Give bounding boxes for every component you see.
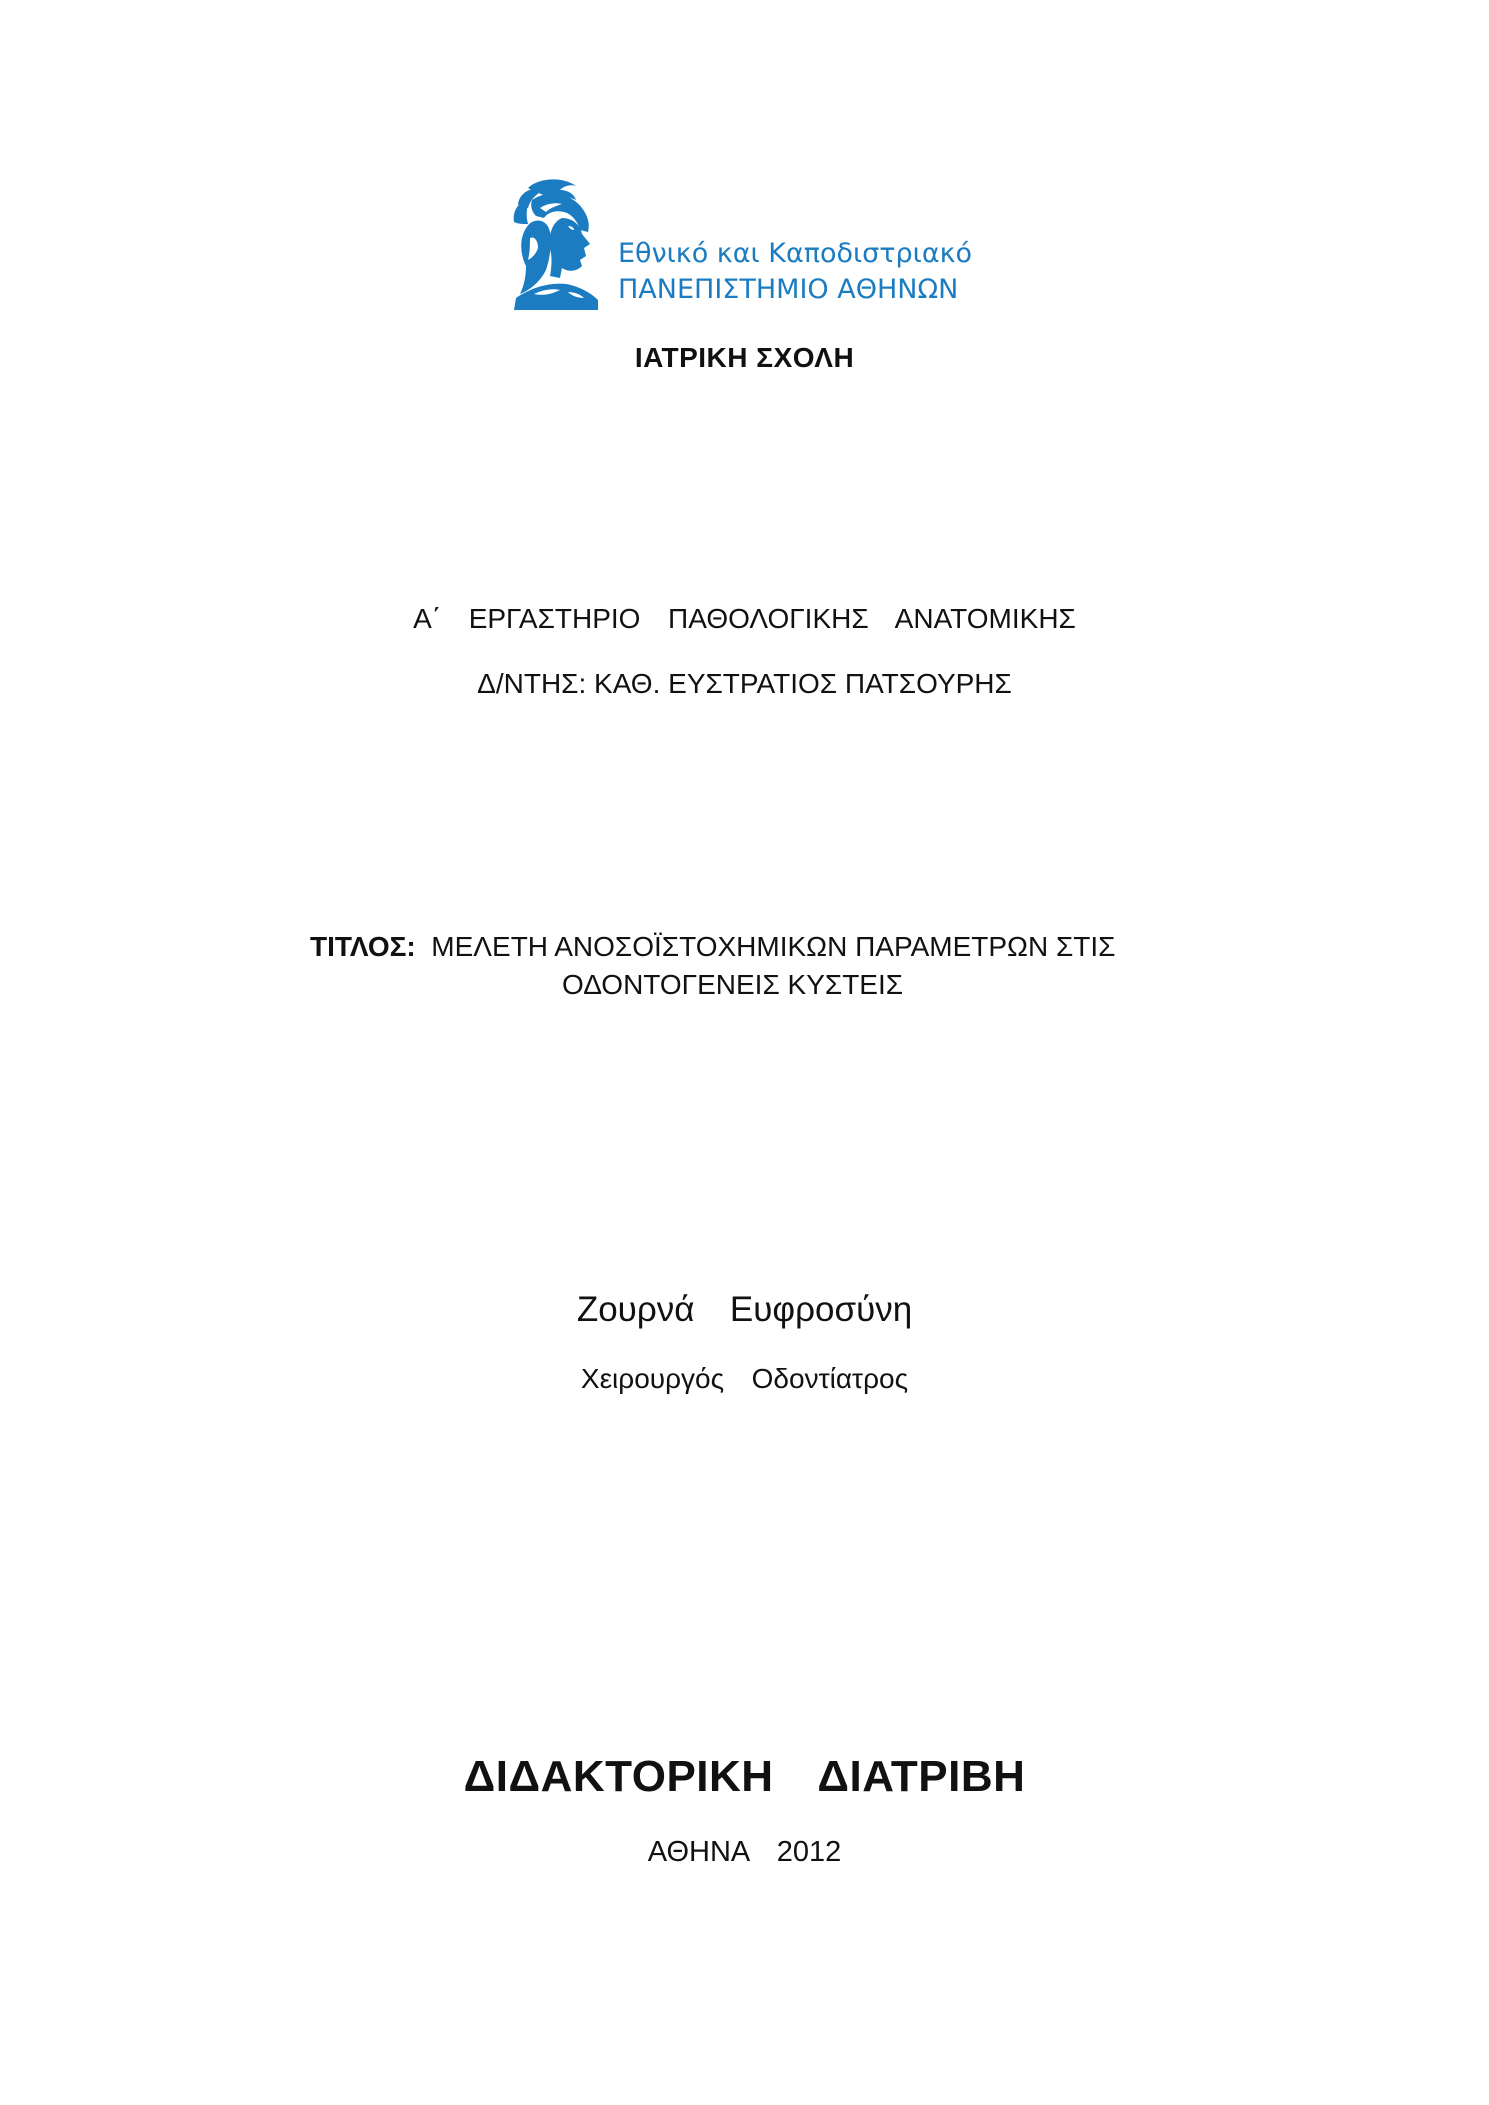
- athena-emblem-icon: [510, 178, 602, 310]
- school-name: ΙΑΤΡΙΚΗ ΣΧΟΛΗ: [634, 342, 855, 373]
- university-logo: [510, 178, 990, 313]
- logo-line-2: ΠΑΝΕΠΙΣΤΗΜΙΟ ΑΘΗΝΩΝ: [618, 274, 959, 305]
- place-and-year: ΑΘΗΝΑ 2012: [647, 1836, 842, 1868]
- title-label: ΤΙΤΛΟΣ:: [310, 931, 416, 962]
- thesis-title: [310, 928, 1210, 1000]
- author-profession: Χειρουργός Οδοντίατρος: [580, 1363, 909, 1394]
- laboratory-director: Δ/ΝΤΗΣ: ΚΑΘ. ΕΥΣΤΡΑΤΙΟΣ ΠΑΤΣΟΥΡΗΣ: [477, 668, 1012, 699]
- title-line-1: ΜΕΛΕΤΗ ΑΝΟΣΟΪΣΤΟΧΗΜΙΚΩΝ ΠΑΡΑΜΕΤΡΩΝ ΣΤΙΣ: [415, 931, 1116, 962]
- title-line-2: ΟΔΟΝΤΟΓΕΝΕΙΣ ΚΥΣΤΕΙΣ: [562, 969, 904, 1000]
- university-logo-text: [618, 236, 972, 308]
- document-type: ΔΙΔΑΚΤΟΡΙΚΗ ΔΙΑΤΡΙΒΗ: [463, 1752, 1026, 1801]
- author-name: Ζουρνά Ευφροσύνη: [576, 1290, 913, 1329]
- laboratory-name: Α΄ ΕΡΓΑΣΤΗΡΙΟ ΠΑΘΟΛΟΓΙΚΗΣ ΑΝΑΤΟΜΙΚΗΣ: [413, 603, 1076, 634]
- logo-line-1: Εθνικό και Καποδιστριακό: [618, 238, 973, 269]
